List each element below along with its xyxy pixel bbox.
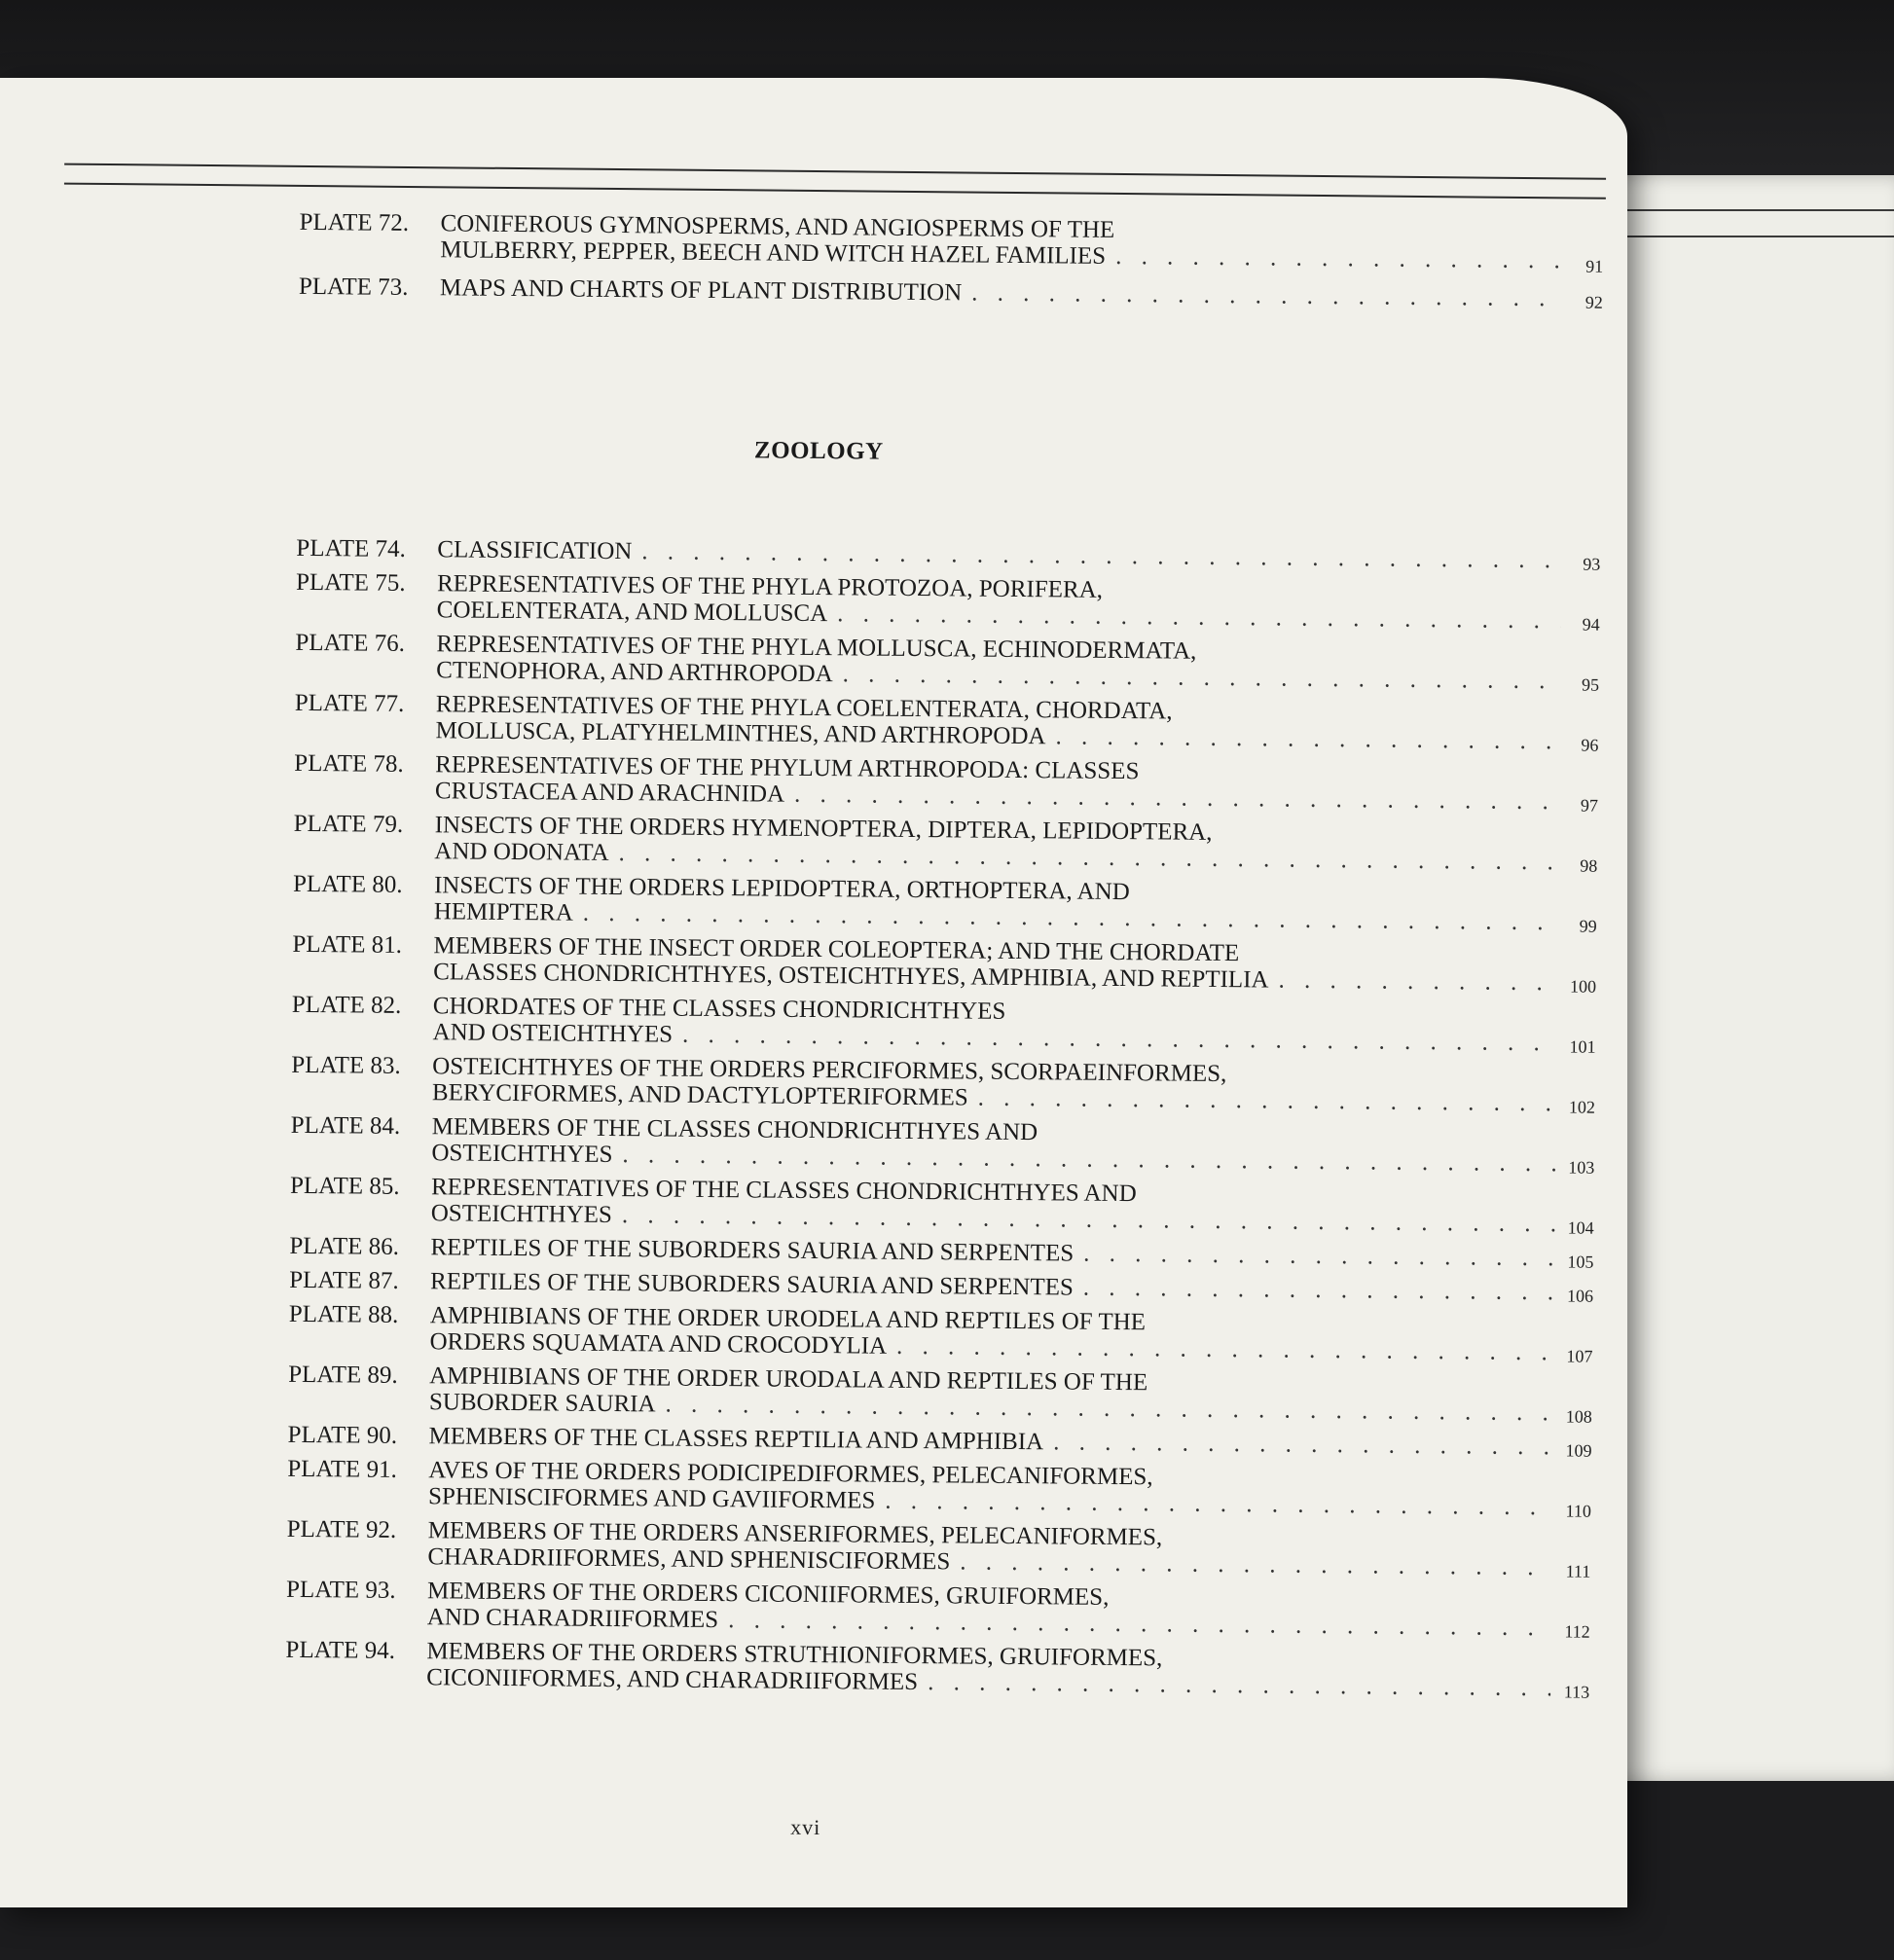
plate-label: PLATE 94.: [285, 1636, 396, 1664]
plate-label: PLATE 91.: [287, 1455, 397, 1483]
entry-title: [437, 570, 1561, 634]
entry-page-number: 92: [1584, 292, 1603, 312]
dot-leader: [1115, 243, 1564, 273]
entry-title-text: OSTEICHTHYES: [431, 1140, 613, 1169]
entry-title-line: [440, 274, 1564, 311]
entry-title: [428, 1423, 1552, 1460]
facing-page: [1596, 175, 1894, 1781]
entry-title: [431, 1113, 1555, 1177]
entry-title-text: MEMBERS OF THE CLASSES REPTILIA AND AMPHIBIA: [428, 1423, 1044, 1456]
entry-title: [433, 932, 1557, 996]
entry-title-text: MEMBERS OF THE ORDERS ANSERIFORMES, PELECANIFORMES,: [427, 1517, 1163, 1551]
plate-label: PLATE 82.: [291, 991, 402, 1019]
entry-title: [427, 1517, 1551, 1580]
entry-title-text: REPTILES OF THE SUBORDERS SAURIA AND SERPENTES: [430, 1268, 1074, 1301]
entry-page-number: 102: [1568, 1097, 1596, 1117]
entry-title-text: REPRESENTATIVES OF THE PHYLA MOLLUSCA, ECHINODERMATA,: [436, 631, 1197, 665]
entry-title-text: MOLLUSCA, PLATYHELMINTHES, AND ARTHROPODA: [435, 717, 1046, 750]
entry-page-number: 93: [1583, 554, 1601, 574]
entry-page-number: 111: [1565, 1561, 1591, 1581]
entry-page-number: 99: [1579, 916, 1597, 936]
plate-label: PLATE 73.: [298, 272, 409, 301]
entry-title-text: MEMBERS OF THE INSECT ORDER COLEOPTERA; AND THE CHORDATE: [433, 932, 1240, 967]
entry-title-text: INSECTS OF THE ORDERS LEPIDOPTERA, ORTHOPTERA, AND: [433, 872, 1130, 906]
toc-entry: [296, 534, 1601, 574]
entry-page-number: 105: [1567, 1252, 1594, 1272]
toc-entry: [299, 208, 1604, 276]
entry-page-number: 101: [1569, 1036, 1596, 1057]
plate-label: PLATE 78.: [294, 749, 404, 778]
entry-title: [434, 872, 1558, 935]
entry-title-text: OSTEICHTHYES: [430, 1200, 613, 1229]
entry-title-text: CLASSES CHONDRICHTHYES, OSTEICHTHYES, AMPHIBIA, AND REPTILIA: [433, 959, 1269, 994]
entry-title-text: MAPS AND CHARTS OF PLANT DISTRIBUTION: [439, 274, 963, 307]
dot-leader: [885, 1488, 1552, 1521]
entry-title: [428, 1457, 1552, 1520]
entry-title-text: CLASSIFICATION: [437, 536, 633, 565]
plate-label: PLATE 84.: [290, 1111, 401, 1140]
plate-label: PLATE 83.: [291, 1051, 401, 1079]
entry-page-number: 113: [1563, 1682, 1590, 1702]
facing-page-rule-2: [1625, 236, 1894, 237]
entry-title-text: MEMBERS OF THE CLASSES CHONDRICHTHYES AND: [431, 1113, 1038, 1146]
plate-label: PLATE 85.: [289, 1172, 400, 1200]
entry-title-text: MULBERRY, PEPPER, BEECH AND WITCH HAZEL FAMILIES: [440, 236, 1107, 270]
header-rule-bottom: [64, 183, 1606, 200]
plate-label: PLATE 93.: [285, 1576, 396, 1604]
dot-leader: [960, 1548, 1551, 1580]
entry-title: [431, 1174, 1555, 1237]
entry-title: [435, 751, 1559, 815]
dot-leader: [1278, 967, 1557, 997]
entry-page-number: 91: [1585, 256, 1604, 276]
entry-title-text: REPRESENTATIVES OF THE CLASSES CHONDRICHTHYES AND: [430, 1174, 1137, 1208]
entry-page-number: 97: [1580, 795, 1598, 816]
entry-title: [440, 274, 1564, 311]
entry-title: [429, 1302, 1553, 1365]
entry-page-number: 96: [1581, 735, 1599, 755]
dot-leader: [1055, 723, 1559, 754]
entry-title-text: REPRESENTATIVES OF THE PHYLUM ARTHROPODA: CLASSES: [435, 751, 1140, 785]
entry-title-text: SUBORDER SAURIA: [428, 1389, 656, 1418]
entry-title-line: [430, 1268, 1554, 1305]
plate-label: PLATE 76.: [295, 629, 406, 657]
entry-title-line: [428, 1423, 1552, 1460]
entry-title: [432, 1053, 1556, 1116]
entry-page-number: 110: [1565, 1501, 1592, 1521]
entry-title-line: [430, 1234, 1554, 1271]
entry-title-text: MEMBERS OF THE ORDERS CICONIIFORMES, GRUIFORMES,: [426, 1578, 1110, 1611]
entry-title-text: CHARADRIIFORMES, AND SPHENISCIFORMES: [427, 1543, 951, 1576]
dot-leader: [843, 661, 1561, 694]
entry-page-number: 100: [1570, 976, 1597, 997]
entry-page-number: 103: [1568, 1157, 1595, 1178]
entry-title-text: MEMBERS OF THE ORDERS STRUTHIONIFORMES, GRUIFORMES,: [426, 1638, 1163, 1672]
dot-leader: [928, 1669, 1550, 1701]
table-of-contents: [0, 70, 1636, 1915]
dot-leader: [1053, 1429, 1553, 1460]
entry-title-text: REPRESENTATIVES OF THE PHYLA PROTOZOA, PORIFERA,: [436, 570, 1104, 603]
entry-title-text: CHORDATES OF THE CLASSES CHONDRICHTHYES: [432, 993, 1006, 1025]
entry-title-text: SPHENISCIFORMES AND GAVIIFORMES: [427, 1483, 876, 1514]
entry-title-text: CRUSTACEA AND ARACHNIDA: [434, 778, 785, 808]
dot-leader: [896, 1333, 1554, 1365]
toc-entry: [298, 272, 1603, 312]
plate-label: PLATE 89.: [288, 1361, 398, 1389]
entry-title: [430, 1234, 1554, 1271]
plate-label: PLATE 90.: [287, 1421, 398, 1449]
dot-leader: [978, 1085, 1556, 1117]
entry-title: [437, 536, 1561, 573]
entry-page-number: 108: [1565, 1406, 1592, 1427]
entry-title-text: BERYCIFORMES, AND DACTYLOPTERIFORMES: [431, 1079, 968, 1111]
plate-label: PLATE 80.: [292, 870, 403, 898]
entry-page-number: 107: [1566, 1346, 1593, 1366]
dot-leader: [1083, 1241, 1554, 1272]
entry-title-text: ORDERS SQUAMATA AND CROCODYLIA: [429, 1328, 888, 1360]
entry-title-text: REPTILES OF THE SUBORDERS SAURIA AND SERPENTES: [430, 1234, 1074, 1267]
section-heading: ZOOLOGY: [753, 437, 884, 465]
facing-page-rule-1: [1625, 209, 1894, 211]
plate-label: PLATE 75.: [295, 568, 406, 597]
entry-title: [427, 1578, 1551, 1641]
entry-page-number: 106: [1566, 1286, 1594, 1306]
plate-label: PLATE 86.: [289, 1232, 400, 1260]
entry-title: [430, 1268, 1554, 1305]
entry-page-number: 104: [1567, 1217, 1594, 1238]
entry-title-text: CTENOPHORA, AND ARTHROPODA: [436, 657, 833, 688]
plate-label: PLATE 79.: [293, 810, 404, 838]
entry-title: [434, 812, 1558, 875]
plate-label: PLATE 72.: [299, 208, 410, 236]
entry-title: [436, 631, 1560, 694]
header-rule-top: [64, 163, 1606, 180]
entry-page-number: 94: [1582, 614, 1600, 635]
entry-title: [432, 993, 1556, 1056]
dot-leader: [641, 538, 1561, 573]
plate-label: PLATE 88.: [288, 1300, 399, 1328]
page-number: xvi: [790, 1814, 821, 1840]
entry-title: [426, 1638, 1550, 1701]
entry-title-line: [437, 536, 1561, 573]
entry-title: [435, 691, 1559, 754]
entry-title: [429, 1362, 1553, 1426]
plate-label: PLATE 81.: [292, 930, 403, 959]
plate-label: PLATE 74.: [296, 534, 406, 563]
entry-title-text: CONIFEROUS GYMNOSPERMS, AND ANGIOSPERMS OF THE: [440, 210, 1115, 243]
entry-title-text: INSECTS OF THE ORDERS HYMENOPTERA, DIPTERA, LEPIDOPTERA,: [434, 812, 1213, 846]
entry-title-text: AVES OF THE ORDERS PODICIPEDIFORMES, PELECANIFORMES,: [428, 1457, 1153, 1491]
entry-title-text: AND ODONATA: [434, 838, 609, 866]
entry-page-number: 112: [1564, 1621, 1590, 1642]
plate-label: PLATE 77.: [294, 689, 405, 717]
dot-leader: [971, 280, 1564, 312]
entry-title: [440, 210, 1564, 273]
entry-title-text: REPRESENTATIVES OF THE PHYLA COELENTERATA, CHORDATA,: [435, 691, 1173, 725]
entry-title-text: AND CHARADRIIFORMES: [426, 1604, 719, 1634]
entry-page-number: 98: [1580, 855, 1598, 876]
plate-label: PLATE 87.: [289, 1266, 399, 1294]
entry-page-number: 109: [1565, 1440, 1592, 1461]
entry-title-text: AMPHIBIANS OF THE ORDER URODELA AND REPTILES OF THE: [429, 1302, 1147, 1336]
entry-title-text: HEMIPTERA: [433, 898, 573, 926]
entry-title-text: CICONIIFORMES, AND CHARADRIIFORMES: [426, 1664, 919, 1696]
dot-leader: [837, 600, 1561, 634]
plate-label: PLATE 92.: [286, 1515, 397, 1543]
entry-title-text: AND OSTEICHTHYES: [432, 1019, 674, 1048]
entry-title-text: AMPHIBIANS OF THE ORDER URODALA AND REPTILES OF THE: [429, 1362, 1148, 1397]
entry-title-text: COELENTERATA, AND MOLLUSCA: [436, 597, 828, 628]
entry-page-number: 95: [1581, 674, 1600, 695]
entry-title-text: OSTEICHTHYES OF THE ORDERS PERCIFORMES, SCORPAEINFORMES,: [432, 1053, 1227, 1088]
dot-leader: [1083, 1275, 1554, 1306]
